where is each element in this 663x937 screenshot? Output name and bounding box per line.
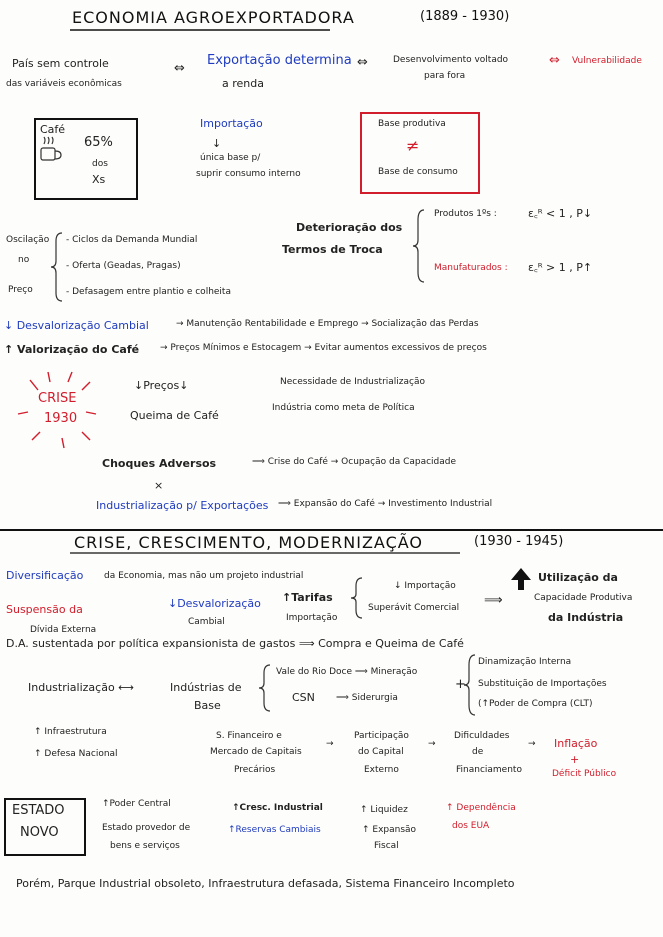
national-defense: ↑ Defesa Nacional [34, 749, 118, 759]
coffee-of: dos [92, 159, 108, 169]
trade-surplus: Superávit Comercial [368, 603, 460, 613]
oscillation-1: Oscilação [6, 235, 50, 245]
not-equal-icon: ≠ [406, 136, 421, 155]
exports-line-1: Exportação determina [207, 53, 352, 68]
utilization-1: Utilização da [538, 571, 618, 584]
deval2-1: ↓Desvalorização [168, 597, 261, 610]
devaluation-label: ↓ Desvalorização Cambial [4, 319, 149, 332]
arrow-equiv-2: ⇔ [357, 55, 368, 70]
tariffs-2: Importação [286, 613, 338, 623]
versus-icon: × [154, 479, 164, 492]
foreign-reserves: ↑Reservas Cambiais [228, 825, 321, 835]
devaluation-chain: → Manutenção Rentabilidade e Emprego → Socialização das Perdas [176, 319, 479, 329]
liquidity: ↑ Liquidez [360, 805, 408, 815]
import-line-1: única base p/ [200, 153, 261, 163]
suspension-2: Dívida Externa [30, 625, 97, 635]
prices-down: ↓Preços↓ [134, 379, 189, 392]
need-industrialization: Necessidade de Industrialização [280, 377, 426, 387]
adverse-shocks: Choques Adversos [102, 457, 217, 470]
fiscal-expansion-1: ↑ Expansão [362, 825, 417, 835]
participation-2: do Capital [358, 747, 404, 757]
country-text-2: das variáveis econômicas [6, 79, 122, 89]
financial-system-2: Mercado de Capitais [210, 747, 302, 757]
provider-state-2: bens e serviços [110, 841, 180, 851]
arrow-equiv-3: ⇔ [549, 53, 560, 68]
fiscal-expansion-2: Fiscal [374, 841, 399, 851]
diversification-rest: da Economia, mas não um projeto industrial [104, 571, 304, 581]
section1-period: (1889 - 1930) [420, 9, 510, 24]
development-line-2: para fora [424, 71, 466, 81]
import-line-2: suprir consumo interno [196, 169, 301, 179]
arrow-icon-2: → [428, 739, 436, 749]
cause-1: - Ciclos da Demanda Mundial [66, 235, 198, 245]
industrial-growth: ↑Cresc. Industrial [232, 803, 323, 813]
central-power: ↑Poder Central [102, 799, 171, 809]
industrialization-text: Industrialização [28, 681, 115, 694]
exports-line-2: a renda [222, 77, 264, 90]
section2-period: (1930 - 1945) [474, 534, 564, 549]
csn: CSN [292, 691, 315, 704]
adverse-shocks-chain: ⟹ Crise do Café → Ocupação da Capacidade [252, 457, 457, 467]
oscillation-2: no [18, 255, 30, 265]
arrow-equiv-1: ⇔ [174, 61, 185, 76]
inflation: Inflação [554, 737, 598, 750]
crisis-2: 1930 [44, 411, 78, 426]
section2-title: CRISE, CRESCIMENTO, MODERNIZAÇÃO [74, 533, 423, 552]
industrialization-exports: Industrialização p/ Exportações [96, 499, 269, 512]
coffee-burning: Queima de Café [130, 409, 219, 422]
financial-system-3: Precários [234, 765, 276, 775]
development-line-1: Desenvolvimento voltado [393, 55, 509, 65]
difficulties-1: Dificuldades [454, 731, 510, 741]
suspension-1: Suspensão da [6, 603, 83, 616]
section1-title: ECONOMIA AGROEXPORTADORA [72, 8, 355, 27]
public-deficit: Déficit Público [552, 769, 617, 779]
dependence-2: dos EUA [452, 821, 490, 831]
deval2-2: Cambial [188, 617, 225, 627]
base-industries-1: Indústrias de [170, 681, 242, 694]
aggregate-demand: D.A. sustentada por política expansionista de gastos ⟹ Compra e Queima de Café [6, 637, 464, 650]
financial-system-1: S. Financeiro e [216, 731, 282, 741]
difficulties-2: de [472, 747, 484, 757]
utilization-3: da Indústria [548, 611, 624, 624]
implies-icon: ⟹ [484, 593, 503, 608]
diversification-label: Diversificação [6, 569, 84, 582]
cause-2: - Oferta (Geadas, Pragas) [66, 261, 181, 271]
arrow-icon-3: → [528, 739, 536, 749]
dependence-1: ↑ Dependência [446, 803, 516, 813]
plus-icon-2: + [570, 753, 580, 766]
base-industries-2: Base [194, 699, 221, 712]
terms-of-trade-2: Termos de Troca [282, 243, 383, 256]
participation-3: Externo [364, 765, 399, 775]
estado-novo-2: NOVO [20, 825, 59, 840]
estado-novo-1: ESTADO [12, 803, 65, 818]
base-consumption: Base de consumo [378, 167, 458, 177]
difficulties-3: Financiamento [456, 765, 522, 775]
provider-state-1: Estado provedor de [102, 823, 191, 833]
tariffs-1: ↑Tarifas [282, 591, 333, 604]
purchasing-power: (↑Poder de Compra (CLT) [478, 699, 593, 709]
industrialization-chain: ⟹ Expansão do Café → Investimento Industrial [278, 499, 493, 509]
industry-policy-goal: Indústria como meta de Política [272, 403, 415, 413]
manufactured-formula: ε꜀ᴿ > 1 , P↑ [528, 261, 593, 274]
utilization-2: Capacidade Produtiva [534, 593, 633, 603]
manufactured: Manufaturados : [434, 263, 508, 273]
coffee-title: Café [40, 123, 66, 136]
infrastructure: ↑ Infraestrutura [34, 727, 107, 737]
valorization-chain: → Preços Mínimos e Estocagem → Evitar aumentos excessivos de preços [160, 343, 487, 353]
cause-3: - Defasagem entre plantio e colheita [66, 287, 231, 297]
arrow-icon-1: → [326, 739, 334, 749]
coffee-xs: Xs [92, 173, 106, 186]
plus-icon-1: + [455, 677, 466, 692]
oscillation-3: Preço [8, 285, 33, 295]
import-down: ↓ Importação [394, 581, 456, 591]
primary-products-formula: ε꜀ᴿ < 1 , P↓ [528, 207, 593, 220]
internal-dynamization: Dinamização Interna [478, 657, 572, 667]
terms-of-trade-1: Deterioração dos [296, 221, 403, 234]
crisis-1: CRISE [38, 391, 77, 406]
country-text-1: País sem controle [12, 57, 109, 70]
vale-rio-doce: Vale do Rio Doce ⟹ Mineração [276, 667, 418, 677]
industrialization-label: Industrialização ⟷ [28, 681, 134, 694]
import-substitution: Substituição de Importações [478, 679, 607, 689]
steel-industry: ⟹ Siderurgia [336, 693, 398, 703]
participation-1: Participação [354, 731, 409, 741]
vulnerability: Vulnerabilidade [572, 56, 642, 66]
coffee-percent: 65% [84, 135, 113, 150]
import-title: Importação [200, 117, 263, 130]
primary-products: Produtos 1ºs : [434, 209, 497, 219]
base-productive: Base produtiva [378, 119, 446, 129]
import-arrow: ↓ [212, 137, 222, 150]
valorization-label: ↑ Valorização do Café [4, 343, 140, 356]
final-remark: Porém, Parque Industrial obsoleto, Infraestrutura defasada, Sistema Financeiro Incompleto [16, 877, 515, 890]
